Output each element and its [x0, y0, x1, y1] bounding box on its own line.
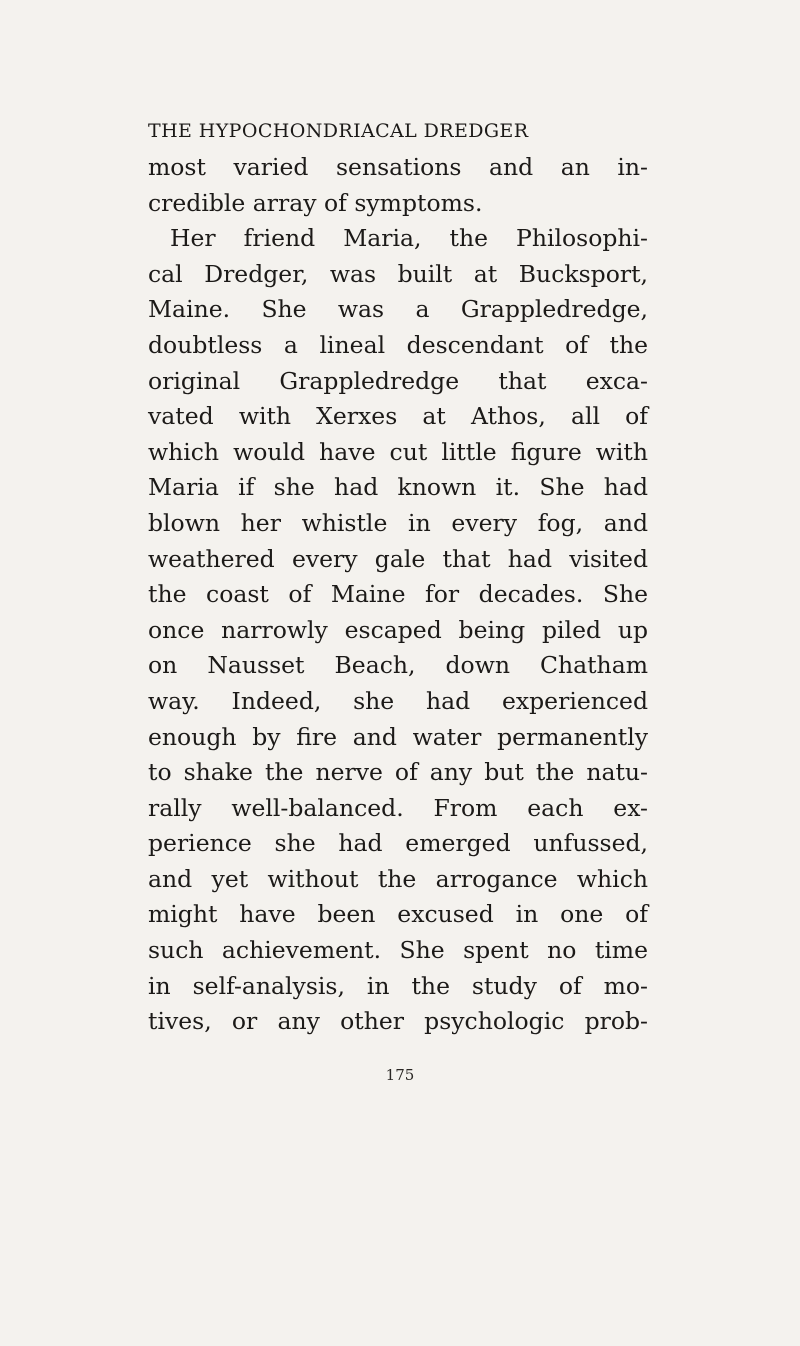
text-line: enough by fire and water permanently	[148, 722, 648, 751]
text-line: perience she had emerged unfussed,	[148, 829, 648, 858]
text-line: original Grappledredge that exca-	[148, 366, 648, 395]
text-line: Her friend Maria, the Philosophi-	[170, 224, 648, 253]
text-line: might have been excused in one of	[148, 900, 648, 929]
body-text	[148, 150, 648, 1040]
text-line: the coast of Maine for decades. She	[148, 580, 648, 609]
text-line: way. Indeed, she had experienced	[148, 686, 648, 715]
text-line: credible array of symptoms.	[148, 188, 483, 217]
text-line: in self-analysis, in the study of mo-	[148, 971, 648, 1000]
text-line: such achievement. She spent no time	[148, 936, 648, 965]
text-line: cal Dredger, was built at Bucksport,	[148, 259, 648, 288]
text-line: Maria if she had known it. She had	[148, 473, 648, 502]
text-line: which would have cut little figure with	[148, 437, 648, 466]
text-line: doubtless a lineal descendant of the	[148, 330, 648, 359]
text-line: weathered every gale that had visited	[148, 544, 648, 573]
page-number: 175	[385, 1066, 415, 1084]
text-line: to shake the nerve of any but the natu-	[148, 758, 648, 787]
text-line: once narrowly escaped being piled up	[148, 615, 648, 644]
text-line: rally well-balanced. From each ex-	[148, 793, 648, 822]
text-line: most varied sensations and an in-	[148, 153, 648, 181]
text-line: tives, or any other psychologic prob-	[148, 1007, 648, 1036]
text-line: on Nausset Beach, down Chatham	[148, 651, 648, 680]
text-line: blown her whistle in every fog, and	[148, 508, 648, 537]
text-line: vated with Xerxes at Athos, all of	[148, 402, 648, 431]
text-line: and yet without the arrogance which	[148, 864, 648, 893]
running-head: THE HYPOCHONDRIACAL DREDGER	[148, 120, 529, 142]
text-line: Maine. She was a Grappledredge,	[148, 295, 648, 324]
